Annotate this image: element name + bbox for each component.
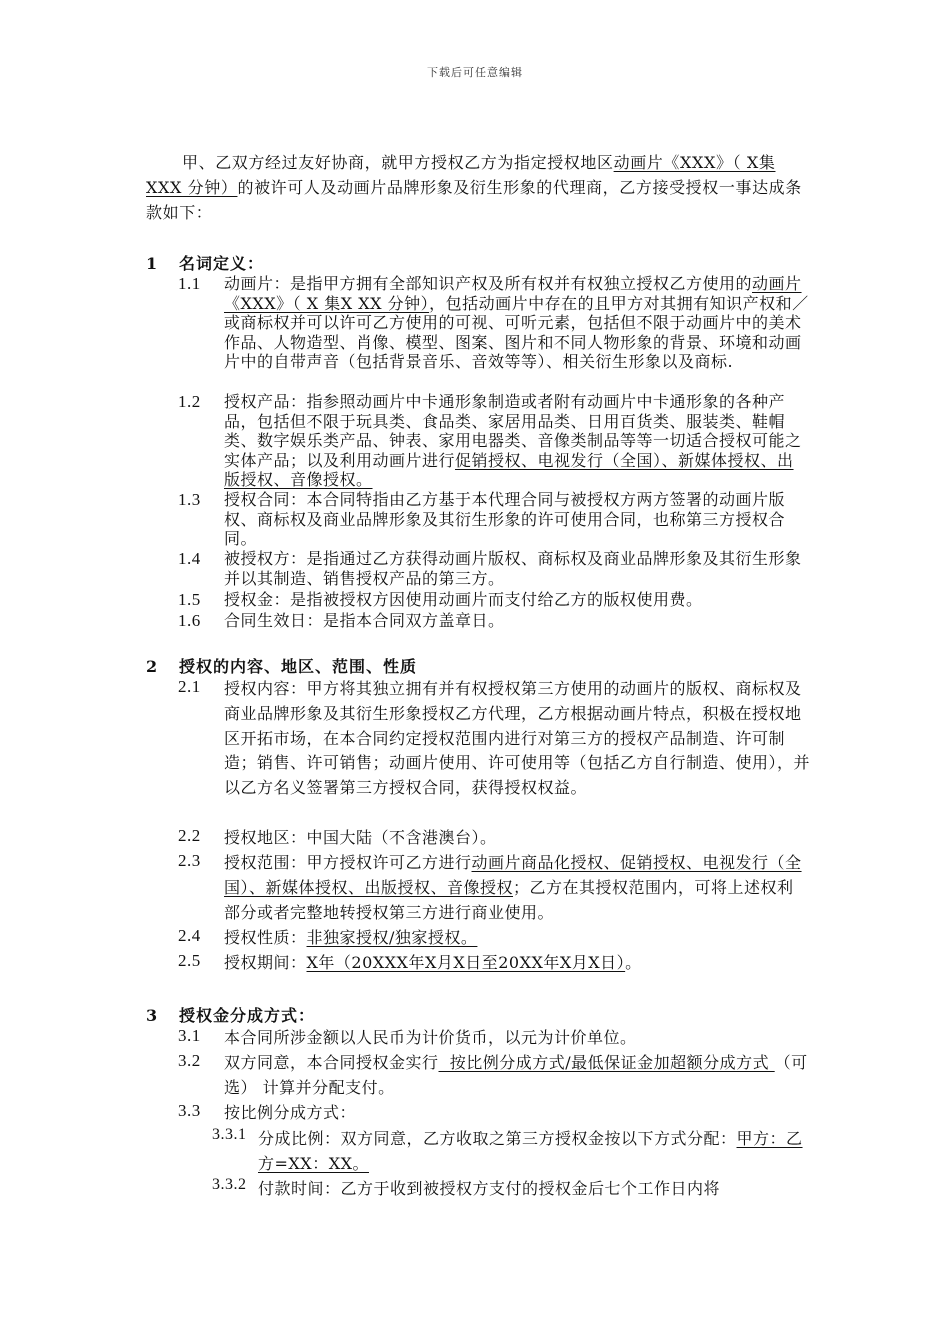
clause-number: 3.1 xyxy=(178,1026,201,1045)
intro-text-a: 甲、乙双方经过友好协商，就甲方授权乙方为指定授权地区 xyxy=(182,153,614,172)
clause-2-5 xyxy=(178,951,810,976)
clause-number: 1.3 xyxy=(178,490,201,509)
clause-3-3 xyxy=(178,1101,810,1126)
clause-1-2 xyxy=(178,392,810,490)
clause-text: 分成比例：双方同意，乙方收取之第三方授权金按以下方式分配： xyxy=(258,1129,737,1148)
clause-3-1 xyxy=(178,1026,810,1051)
clause-number: 1.1 xyxy=(178,274,201,293)
clause-text: 授权范围：甲方授权许可乙方进行 xyxy=(224,853,472,872)
clause-number: 2.3 xyxy=(178,851,201,870)
clause-3-3-1 xyxy=(212,1126,812,1176)
section-number: 1 xyxy=(146,254,159,273)
clause-number: 1.4 xyxy=(178,549,201,568)
clause-1-1 xyxy=(178,274,810,372)
clause-underline: 动画片《XXX》（ X 集X XX 分钟） xyxy=(224,274,802,313)
clause-text: 授权产品：指参照动画片中卡通形象制造或者附有动画片中卡通形象的各种产品，包括但不限于玩具类、食品类、家居用品类、日用百货类、服装类、鞋帽类、数字娱乐类产品、钟表、家用电器类、音像类制品等等一切适合授权可能之实体产品；以及利用动画片进行 xyxy=(224,392,802,470)
clause-number: 1.2 xyxy=(178,392,201,411)
clause-3-3-2 xyxy=(212,1176,812,1201)
clause-number: 2.4 xyxy=(178,926,201,945)
clause-text: 动画片：是指甲方拥有全部知识产权及所有权并有权独立授权乙方使用的 xyxy=(224,274,753,293)
clause-underline: 动画片商品化授权、促销授权、电视发行（全国）、新媒体授权、出版授权、音像授权 xyxy=(224,853,802,897)
clause-underline: 非独家授权/独家授权。 xyxy=(306,928,478,947)
clause-text: 按比例分成方式： xyxy=(224,1103,357,1122)
clause-number: 2.5 xyxy=(178,951,201,970)
clause-text: 被授权方：是指通过乙方获得动画片版权、商标权及商业品牌形象及其衍生形象并以其制造、销售授权产品的第三方。 xyxy=(224,549,802,588)
intro-underline: 动画片《XXX》（ X集XXX 分钟） xyxy=(146,153,776,197)
clause-underline: X年（20XXX年X月X日至20XX年X月X日） xyxy=(306,953,626,972)
clause-number: 2.1 xyxy=(178,677,201,696)
clause-text-b: 。 xyxy=(625,953,642,972)
clause-text: 授权地区：中国大陆（不含港澳台）。 xyxy=(224,828,497,847)
clause-text: 本合同所涉金额以人民币为计价货币，以元为计价单位。 xyxy=(224,1028,637,1047)
clause-1-3 xyxy=(178,490,810,549)
page-header: 下载后可任意编辑 xyxy=(427,66,523,79)
section-1-heading xyxy=(146,251,264,274)
clause-2-4 xyxy=(178,926,810,951)
clause-2-2 xyxy=(178,826,810,851)
clause-number: 3.3.1 xyxy=(212,1126,247,1143)
section-title: 名词定义： xyxy=(179,254,265,273)
clause-number: 1.6 xyxy=(178,611,201,630)
clause-number: 2.2 xyxy=(178,826,201,845)
clause-text: 授权内容：甲方将其独立拥有并有权授权第三方使用的动画片的版权、商标权及商业品牌形象及其衍生形象授权乙方代理，乙方根据动画片特点，积极在授权地区开拓市场，在本合同约定授权范围内进行对第三方的授权产品制造、许可制造；销售、许可销售；动画片使用、许可使用等（包括乙方自行制造、使用），并以乙方名义签署第三方授权合同，获得授权权益。 xyxy=(224,679,811,798)
section-title: 授权的内容、地区、范围、性质 xyxy=(179,657,418,676)
clause-text: 合同生效日：是指本合同双方盖章日。 xyxy=(224,611,505,630)
clause-underline: 甲方：乙方=XX：XX。 xyxy=(258,1129,803,1173)
clause-text: 付款时间：乙方于收到被授权方支付的授权金后七个工作日内将 xyxy=(258,1179,721,1198)
clause-number: 1.5 xyxy=(178,590,201,609)
clause-text: 授权合同：本合同特指由乙方基于本代理合同与被授权方两方签署的动画片版权、商标权及商业品牌形象及其衍生形象的许可使用合同，也称第三方授权合同。 xyxy=(224,490,786,548)
intro-paragraph xyxy=(146,150,811,225)
clause-text: 授权期间： xyxy=(224,953,307,972)
clause-1-4 xyxy=(178,549,810,588)
clause-1-5 xyxy=(178,590,810,610)
clause-underline: 促销授权、电视发行（全国）、新媒体授权、出版授权、音像授权。 xyxy=(224,450,794,489)
clause-text-b: ；乙方在其授权范围内，可将上述权利部分或者完整地转授权第三方进行商业使用。 xyxy=(224,877,794,922)
clause-text-b: ，包括动画片中存在的且甲方对其拥有知识产权和／或商标权并可以许可乙方使用的可视、可听元素，包括但不限于动画片中的美术作品、人物造型、肖像、模型、图案、图片和不同人物形象的背景、环境和动画片中的自带声音（包括背景音乐、音效等等）、相关衍生形象以及商标. xyxy=(224,293,809,371)
clause-2-1 xyxy=(178,677,810,801)
intro-text-b: 的被许可人及动画片品牌形象及衍生形象的代理商，乙方接受授权一事达成条款如下： xyxy=(146,178,802,222)
clause-3-2 xyxy=(178,1051,810,1101)
clause-text: 双方同意，本合同授权金实行 xyxy=(224,1053,439,1072)
clause-2-3 xyxy=(178,851,810,925)
section-3-heading xyxy=(146,1003,315,1026)
clause-text: 授权性质： xyxy=(224,928,307,947)
section-2-heading xyxy=(146,654,417,677)
section-number: 2 xyxy=(146,657,159,676)
clause-text-b: （可选） 计算并分配支付。 xyxy=(224,1053,808,1097)
section-title: 授权金分成方式： xyxy=(179,1006,316,1025)
clause-number: 3.2 xyxy=(178,1051,201,1070)
section-number: 3 xyxy=(146,1006,159,1025)
clause-1-6 xyxy=(178,611,810,631)
clause-number: 3.3.2 xyxy=(212,1176,247,1193)
clause-text: 授权金：是指被授权方因使用动画片而支付给乙方的版权使用费。 xyxy=(224,590,703,609)
clause-number: 3.3 xyxy=(178,1101,201,1120)
clause-underline: 按比例分成方式/最低保证金加超额分成方式 xyxy=(438,1053,775,1072)
